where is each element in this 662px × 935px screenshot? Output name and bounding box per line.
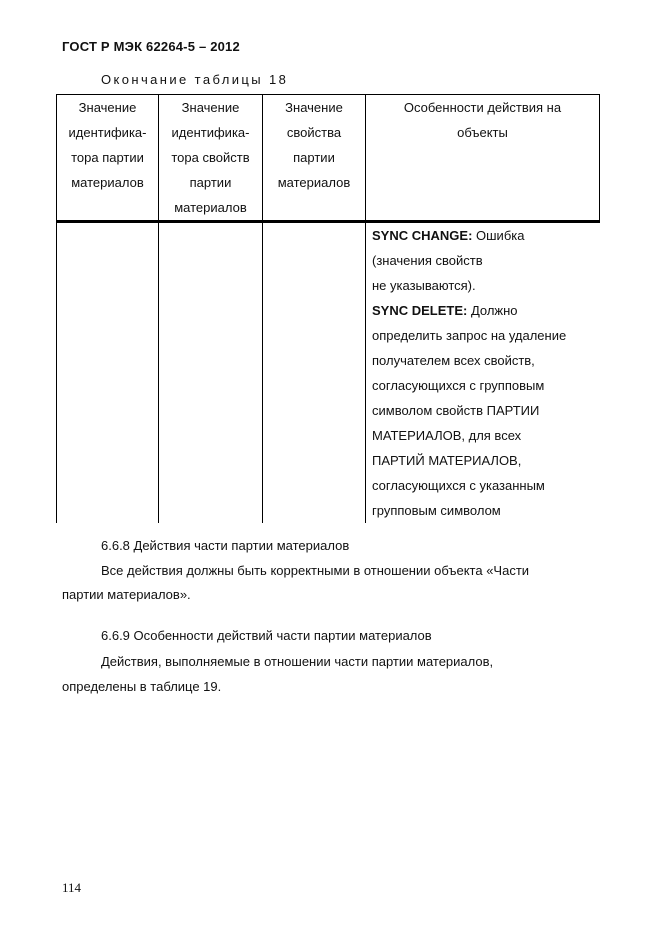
section-heading-6-6-8: 6.6.8 Действия части партии материалов bbox=[101, 538, 350, 553]
cell-text-line: (значения свойств bbox=[372, 253, 483, 268]
header-text: материалов bbox=[174, 200, 247, 215]
paragraph-line: Действия, выполняемые в отношении части партии материалов, bbox=[101, 654, 494, 669]
header-text: Значение bbox=[285, 100, 343, 115]
paragraph-line: Все действия должны быть корректными в отношении объекта «Части bbox=[101, 563, 530, 578]
header-text: свойства bbox=[286, 125, 342, 140]
sync-change-text: Ошибка bbox=[472, 228, 525, 243]
cell-text-line: согласующихся с указанным bbox=[372, 478, 545, 493]
paragraph-line: партии материалов». bbox=[62, 587, 191, 602]
header-text: партии bbox=[293, 150, 335, 165]
table-cell-action-features bbox=[366, 222, 600, 524]
header-cell-property-value bbox=[263, 95, 366, 222]
header-cell-batch-id bbox=[57, 95, 159, 222]
table-caption: Окончание таблицы 18 bbox=[101, 72, 289, 87]
document-header: ГОСТ Р МЭК 62264-5 – 2012 bbox=[62, 39, 240, 54]
table-cell-empty bbox=[263, 222, 366, 524]
header-text: идентифика- bbox=[68, 125, 147, 140]
cell-text-line: групповым символом bbox=[372, 503, 501, 518]
sync-delete-label: SYNC DELETE: bbox=[372, 303, 468, 318]
header-text: материалов bbox=[277, 175, 351, 190]
header-text: тора партии bbox=[71, 150, 144, 165]
cell-text-line: МАТЕРИАЛОВ, для всех bbox=[372, 428, 522, 443]
header-text: партии bbox=[189, 175, 232, 190]
header-text: Особенности действия на bbox=[403, 100, 562, 115]
paragraph-line: определены в таблице 19. bbox=[62, 679, 222, 694]
header-cell-property-id bbox=[159, 95, 263, 222]
page-number: 114 bbox=[62, 880, 82, 895]
cell-text-line: получателем всех свойств, bbox=[372, 353, 535, 368]
header-text: Значение bbox=[181, 100, 240, 115]
header-text: идентифика- bbox=[171, 125, 250, 140]
sync-change-line bbox=[372, 223, 600, 248]
header-text: Значение bbox=[78, 100, 137, 115]
cell-text-line: не указываются). bbox=[372, 278, 476, 293]
header-text: тора свойств bbox=[171, 150, 250, 165]
section-heading-6-6-9: 6.6.9 Особенности действий части партии материалов bbox=[101, 628, 432, 643]
cell-text-line: согласующихся с групповым bbox=[372, 378, 545, 393]
cell-text-line: определить запрос на удаление bbox=[372, 328, 567, 343]
header-cell-action-features bbox=[366, 95, 600, 222]
table-row bbox=[57, 222, 600, 524]
header-text: объекты bbox=[457, 125, 508, 140]
properties-table bbox=[56, 94, 600, 523]
table-cell-empty bbox=[159, 222, 263, 524]
sync-delete-text: Должно bbox=[467, 303, 518, 318]
table-cell-empty bbox=[57, 222, 159, 524]
sync-change-label: SYNC CHANGE: bbox=[372, 228, 473, 243]
table-header-row bbox=[57, 95, 600, 222]
header-text: материалов bbox=[71, 175, 144, 190]
cell-text-line: символом свойств ПАРТИИ bbox=[372, 403, 540, 418]
cell-text-line: ПАРТИЙ МАТЕРИАЛОВ, bbox=[372, 453, 522, 468]
sync-delete-line bbox=[372, 298, 600, 323]
